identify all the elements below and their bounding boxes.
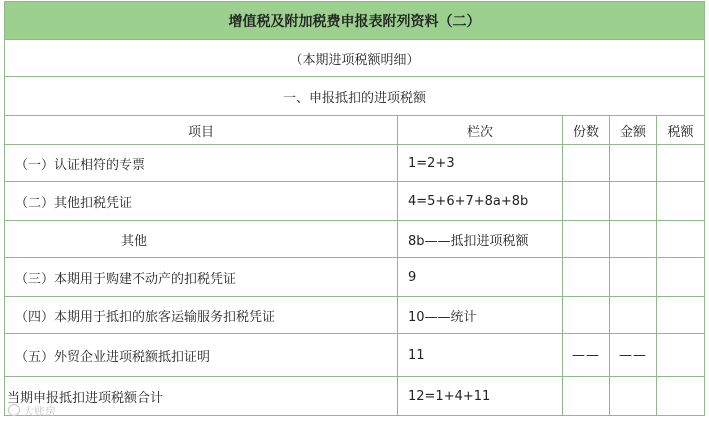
row-count <box>563 182 610 221</box>
row-amount <box>610 145 657 182</box>
row-tax <box>657 145 705 182</box>
row-tax <box>657 377 705 416</box>
tax-detail-table <box>4 1 705 416</box>
row-tax <box>657 334 705 377</box>
header-column: 栏次 <box>398 116 563 145</box>
form-subtitle: （本期进项税额明细） <box>5 40 705 77</box>
row-amount <box>610 258 657 297</box>
row-count <box>563 145 610 182</box>
header-amount: 金额 <box>610 116 657 145</box>
form-title: 增值税及附加税费申报表附列资料（二） <box>5 2 705 40</box>
row-tax <box>657 182 705 221</box>
table-row <box>5 334 705 377</box>
table-row <box>5 221 705 258</box>
row-count <box>563 297 610 334</box>
row-tax <box>657 297 705 334</box>
header-count: 份数 <box>563 116 610 145</box>
table-row <box>5 297 705 334</box>
row-item: 其他 <box>5 221 398 258</box>
header-item: 项目 <box>5 116 398 145</box>
row-item: （五）外贸企业进项税额抵扣证明 <box>5 334 398 377</box>
row-count <box>563 377 610 416</box>
row-column: 12=1+4+11 <box>398 377 563 416</box>
subtitle-row <box>5 40 705 77</box>
section-row <box>5 77 705 116</box>
row-count <box>563 258 610 297</box>
header-row <box>5 116 705 145</box>
row-item: 当期申报抵扣进项税额合计 <box>5 377 398 416</box>
row-amount <box>610 221 657 258</box>
section-title: 一、申报抵扣的进项税额 <box>5 77 705 116</box>
row-column: 9 <box>398 258 563 297</box>
row-amount: —— <box>610 334 657 377</box>
row-amount <box>610 182 657 221</box>
row-tax <box>657 221 705 258</box>
title-row <box>5 2 705 40</box>
table-row <box>5 258 705 297</box>
row-column: 8b——抵扣进项税额 <box>398 221 563 258</box>
row-item: （三）本期用于购建不动产的扣税凭证 <box>5 258 398 297</box>
table-row <box>5 145 705 182</box>
row-column: 11 <box>398 334 563 377</box>
header-tax: 税额 <box>657 116 705 145</box>
row-tax <box>657 258 705 297</box>
table-row <box>5 182 705 221</box>
watermark-text: 大账房 <box>23 405 56 418</box>
row-column: 1=2+3 <box>398 145 563 182</box>
row-column: 10——统计 <box>398 297 563 334</box>
row-item: （二）其他扣税凭证 <box>5 182 398 221</box>
row-item: （四）本期用于抵扣的旅客运输服务扣税凭证 <box>5 297 398 334</box>
row-count: —— <box>563 334 610 377</box>
row-item: （一）认证相符的专票 <box>5 145 398 182</box>
row-amount <box>610 377 657 416</box>
row-column: 4=5+6+7+8a+8b <box>398 182 563 221</box>
table-row <box>5 377 705 416</box>
row-amount <box>610 297 657 334</box>
row-count <box>563 221 610 258</box>
